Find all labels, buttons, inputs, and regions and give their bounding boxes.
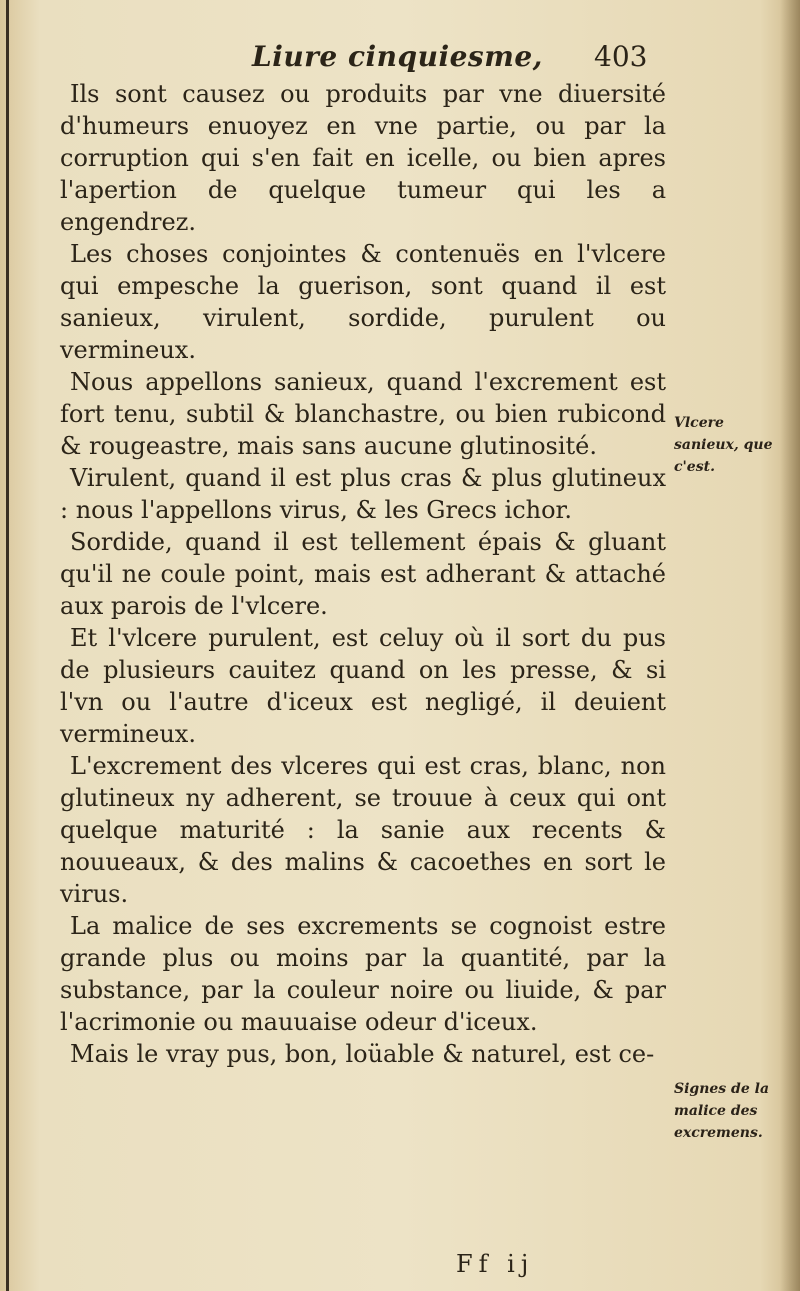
paragraph: Les choses conjointes & contenuës en l'vlcere qui empesche la guerison, sont quand il est sanieux, virulent, sordide, purulent ou vermineux. — [60, 240, 666, 364]
paragraph: Mais le vray pus, bon, loüable & naturel, est ce- — [70, 1040, 655, 1068]
margin-note-signes-malice: Signes de la malice des excremens. — [674, 1081, 770, 1141]
paragraph: Et l'vlcere purulent, est celuy où il sort du pus de plusieurs cauitez quand on les presse, & si l'vn ou l'autre d'iceux est negligé, il deuient vermineux. — [60, 624, 666, 748]
running-title: Liure cinquiesme, — [252, 40, 543, 73]
paragraph: Ils sont causez ou produits par vne diuersité d'humeurs enuoyez en vne partie, ou par la corruption qui s'en fait en icelle, ou bien apres l'apertion de quelque tumeur qui les a engendrez. — [60, 80, 666, 236]
paragraph: Virulent, quand il est plus cras & plus glutineux : nous l'appellons virus, & les Grecs ichor. — [60, 464, 666, 524]
page-number: 403 — [594, 40, 648, 73]
page-edge-shadow — [6, 0, 9, 1291]
body-text — [60, 78, 666, 1070]
signature-mark: Ff ij — [456, 1250, 535, 1278]
paragraph: Nous appellons sanieux, quand l'excrement est fort tenu, subtil & blanchastre, ou bien rubicond & rougeastre, mais sans aucune glutinosité. — [60, 368, 666, 460]
margin-note-vlcere-sanieux: Vlcere sanieux, que c'est. — [674, 415, 773, 475]
page-header — [0, 40, 780, 80]
paragraph: Sordide, quand il est tellement épais & gluant qu'il ne coule point, mais est adherant & attaché aux parois de l'vlcere. — [60, 528, 666, 620]
paragraph: L'excrement des vlceres qui est cras, blanc, non glutineux ny adherent, se trouue à ceux qui ont quelque maturité : la sanie aux recents & nouueaux, & des malins & cacoethes en sort le virus. — [60, 752, 666, 908]
spine-shadow — [780, 0, 800, 1291]
paragraph: La malice de ses excrements se cognoist estre grande plus ou moins par la quantité, par la substance, par la couleur noire ou liuide, & par l'acrimonie ou mauuaise odeur d'iceux. — [60, 912, 666, 1036]
